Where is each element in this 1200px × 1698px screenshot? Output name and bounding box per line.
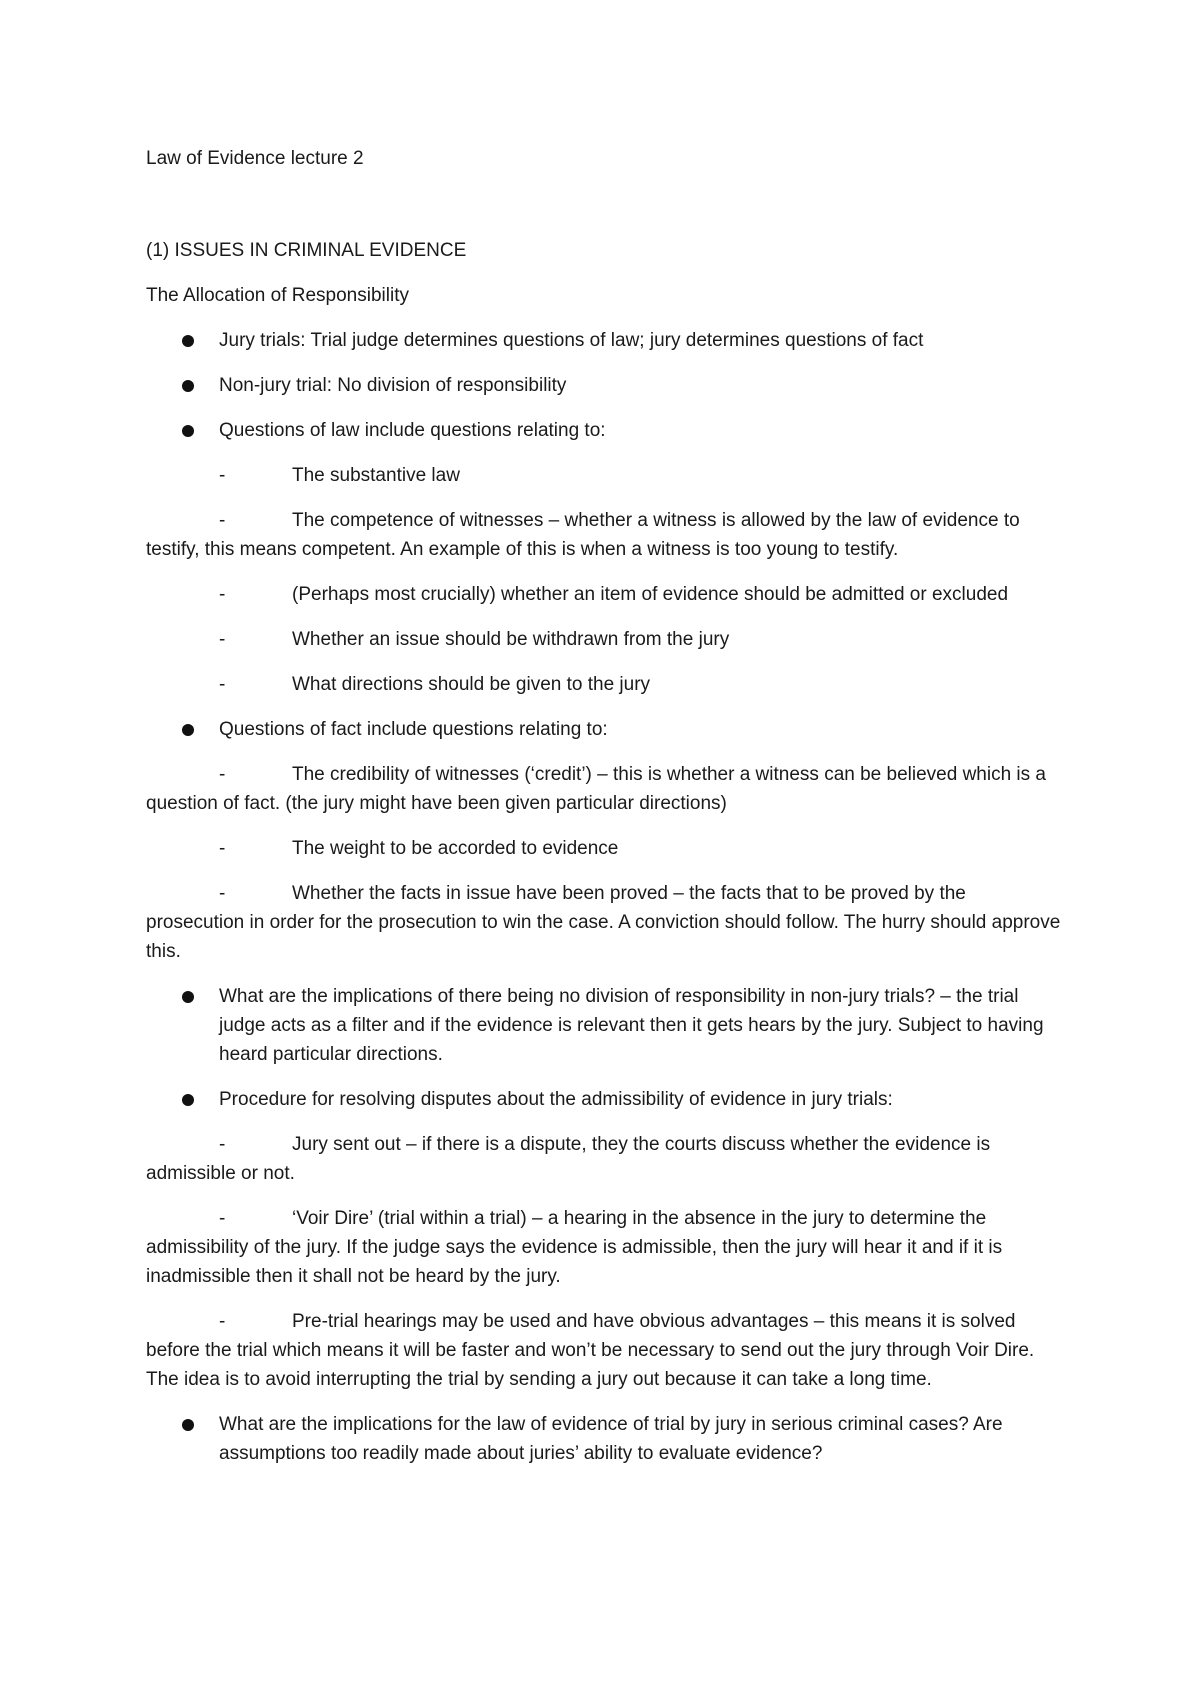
bullet-text: Non-jury trial: No division of responsibility	[219, 375, 567, 396]
dash-mark: -	[219, 838, 226, 859]
bullet-dot-icon	[182, 335, 194, 347]
bullet-dot-icon	[182, 425, 194, 437]
dash-mark: -	[219, 674, 226, 695]
subheading: The Allocation of Responsibility	[146, 285, 409, 306]
dash-item	[146, 670, 1066, 699]
dash-item	[146, 760, 1066, 818]
dash-item	[146, 580, 1066, 609]
bullet-dot-icon	[182, 724, 194, 736]
bullet-item	[146, 1085, 1066, 1114]
bullet-item	[146, 715, 1066, 744]
dash-mark: -	[219, 629, 226, 650]
dash-item	[146, 834, 1066, 863]
bullet-dot-icon	[182, 1419, 194, 1431]
dash-item	[146, 1130, 1066, 1188]
bullet-text: Procedure for resolving disputes about the admissibility of evidence in jury trials:	[219, 1089, 893, 1110]
dash-mark: -	[219, 1311, 226, 1332]
dash-item	[146, 461, 1066, 490]
bullet-item	[146, 982, 1066, 1069]
dash-mark: -	[219, 883, 226, 904]
document-page	[146, 144, 1066, 1484]
dash-text: Pre-trial hearings may be used and have obvious advantages – this means it is solved before the trial which means it will be faster and won’t be necessary to send out the jury through Voir Dire. The idea is to avoid interrupting the trial by sending a jury out because it can take a long time.	[146, 1311, 1035, 1390]
bullet-item	[146, 1410, 1066, 1468]
document-title: Law of Evidence lecture 2	[146, 148, 364, 169]
dash-mark: -	[219, 1134, 226, 1155]
dash-text: What directions should be given to the jury	[292, 674, 651, 695]
dash-text: The weight to be accorded to evidence	[292, 838, 619, 859]
bullet-dot-icon	[182, 1094, 194, 1106]
bullet-dot-icon	[182, 380, 194, 392]
dash-text: The substantive law	[292, 465, 460, 486]
section-heading: (1) ISSUES IN CRIMINAL EVIDENCE	[146, 240, 467, 261]
dash-item	[146, 879, 1066, 966]
dash-item	[146, 1307, 1066, 1394]
dash-text: (Perhaps most crucially) whether an item of evidence should be admitted or excluded	[292, 584, 1009, 605]
bullet-item	[146, 326, 1066, 355]
dash-mark: -	[219, 584, 226, 605]
bullet-text: What are the implications of there being no division of responsibility in non-jury trials? – the trial judge acts as a filter and if the evidence is relevant then it gets hears by the jury. Subject to having heard particular directions.	[219, 986, 1044, 1065]
dash-mark: -	[219, 764, 226, 785]
bullet-text: What are the implications for the law of evidence of trial by jury in serious criminal cases? Are assumptions too readily made about juries’ ability to evaluate evidence?	[219, 1414, 1003, 1464]
dash-text: The credibility of witnesses (‘credit’) – this is whether a witness can be believed which is a question of fact. (the jury might have been given particular directions)	[146, 764, 1046, 814]
dash-text: Jury sent out – if there is a dispute, they the courts discuss whether the evidence is admissible or not.	[146, 1134, 991, 1184]
bullet-item	[146, 371, 1066, 400]
dash-item	[146, 506, 1066, 564]
dash-item	[146, 1204, 1066, 1291]
dash-mark: -	[219, 1208, 226, 1229]
dash-mark: -	[219, 510, 226, 531]
bullet-dot-icon	[182, 991, 194, 1003]
dash-item	[146, 625, 1066, 654]
dash-text: ‘Voir Dire’ (trial within a trial) – a hearing in the absence in the jury to determine the admissibility of the jury. If the judge says the evidence is admissible, then the jury will hear it and if it is inadmissible then it shall not be heard by the jury.	[146, 1208, 1003, 1287]
dash-text: The competence of witnesses – whether a witness is allowed by the law of evidence to testify, this means competent. An example of this is when a witness is too young to testify.	[146, 510, 1020, 560]
dash-mark: -	[219, 465, 226, 486]
bullet-text: Questions of fact include questions relating to:	[219, 719, 608, 740]
bullet-text: Jury trials: Trial judge determines questions of law; jury determines questions of fact	[219, 330, 924, 351]
dash-text: Whether the facts in issue have been proved – the facts that to be proved by the prosecution in order for the prosecution to win the case. A conviction should follow. The hurry should approve this.	[146, 883, 1061, 962]
bullet-item	[146, 416, 1066, 445]
bullet-text: Questions of law include questions relating to:	[219, 420, 606, 441]
dash-text: Whether an issue should be withdrawn from the jury	[292, 629, 730, 650]
